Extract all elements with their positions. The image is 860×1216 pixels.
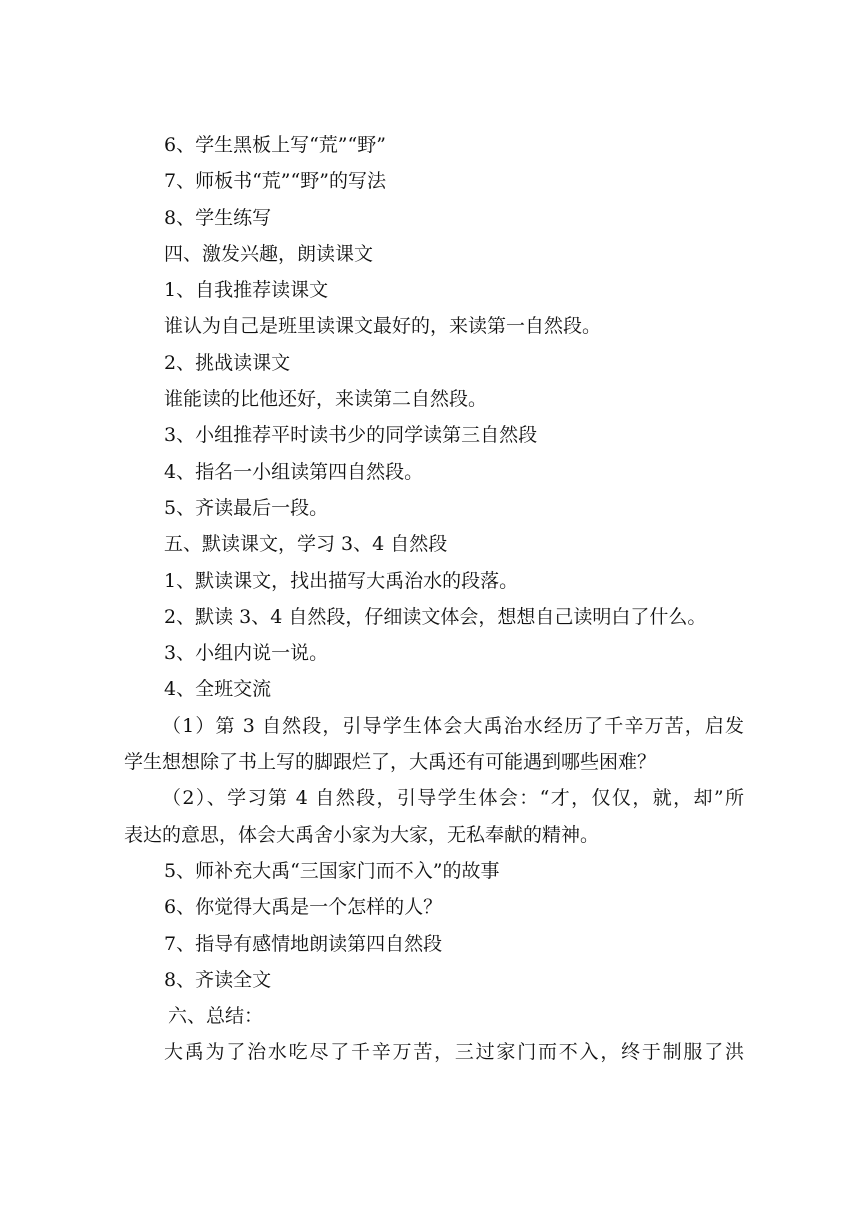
text-line: 谁认为自己是班里读课文最好的，来读第一自然段。: [164, 315, 602, 338]
text-line: 5、师补充大禹“三国家门而不入”的故事: [164, 859, 500, 882]
text-line: 5、齐读最后一段。: [164, 496, 329, 519]
text-line: 6、学生黑板上写“荒”“野”: [164, 134, 386, 156]
text-line: 4、全班交流: [164, 678, 272, 701]
text-line: 3、小组内说一说。: [164, 642, 329, 665]
text-line: 7、师板书“荒”“野”的写法: [164, 170, 386, 193]
text-line: 谁能读的比他还好，来读第二自然段。: [164, 388, 488, 411]
text-line: 1、默读课文，找出描写大禹治水的段落。: [164, 569, 519, 592]
text-line: 7、指导有感情地朗读第四自然段: [164, 932, 443, 955]
paragraph-line: 表达的意思，体会大禹舍小家为大家，无私奉献的精神。: [124, 823, 600, 846]
document-body: [124, 127, 744, 1071]
section-heading: 四、激发兴趣，朗读课文: [164, 242, 374, 265]
paragraph-line: （1）第 3 自然段，引导学生体会大禹治水经历了千辛万苦，启发: [162, 714, 744, 737]
text-line: 3、小组推荐平时读书少的同学读第三自然段: [164, 424, 538, 447]
text-line: 1、自我推荐读课文: [164, 279, 329, 302]
text-line: 6、你觉得大禹是一个怎样的人？: [164, 896, 443, 919]
text-line: 8、齐读全文: [164, 968, 272, 991]
text-line: 8、学生练写: [164, 206, 272, 229]
text-line: 4、指名一小组读第四自然段。: [164, 460, 424, 483]
paragraph-line: 学生想想除了书上写的脚跟烂了，大禹还有可能遇到哪些困难？: [124, 751, 657, 774]
text-line: 2、默读 3、4 自然段，仔细读文体会，想想自己读明白了什么。: [164, 605, 707, 628]
paragraph-line: （2）、学习第 4 自然段，引导学生体会：“才，仅仅，就，却”所: [162, 787, 744, 810]
section-heading: 六、总结：: [168, 1005, 264, 1028]
text-line: 2、挑战读课文: [164, 351, 291, 374]
paragraph-line: 大禹为了治水吃尽了千辛万苦，三过家门而不入，终于制服了洪: [164, 1041, 744, 1064]
section-heading: 五、默读课文，学习 3、4 自然段: [164, 533, 448, 556]
